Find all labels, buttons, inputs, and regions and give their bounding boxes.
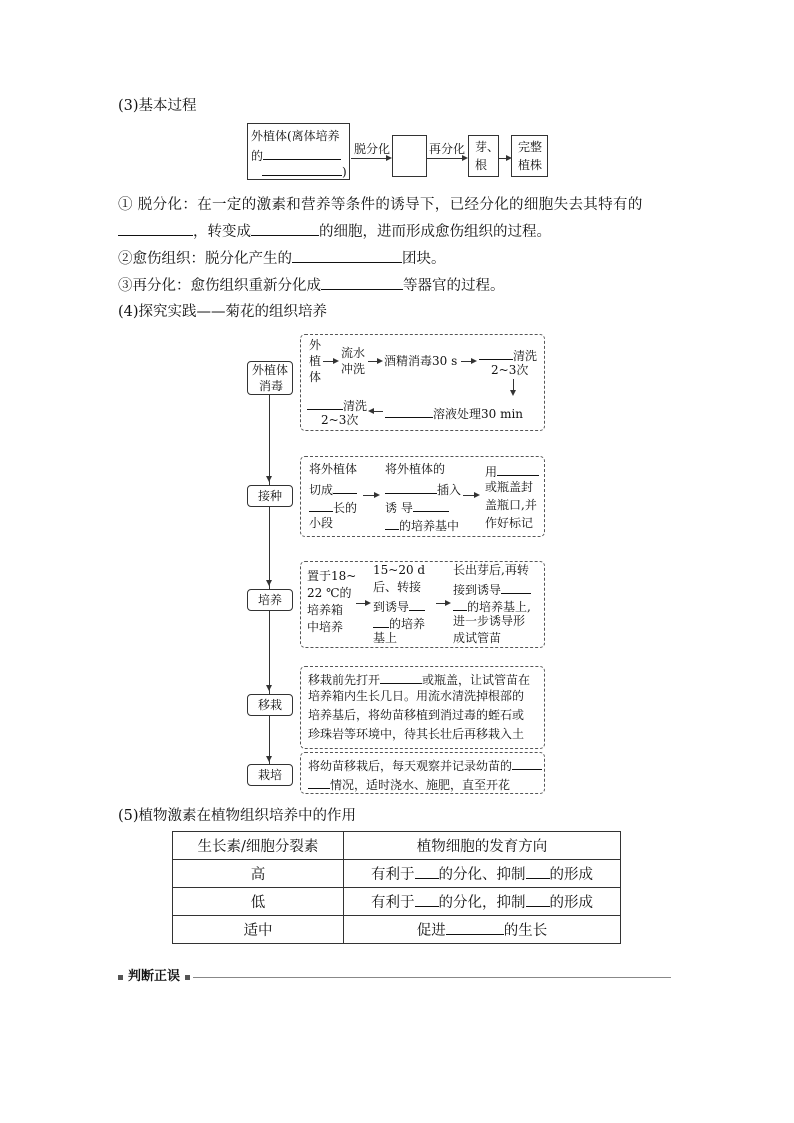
dedifferentiation-text-2: ，转变成 的细胞，进而形成愈伤组织的过程。: [118, 221, 551, 242]
step-inoculate: 接种: [247, 485, 293, 507]
callus-blank-box: [392, 135, 427, 177]
culture-detail: 置于18~ 22 ℃的 培养箱 中培养 15~20 d 后、转接 到诱导 的培养 基上 长出芽后,再转 接到诱导 的培养基上, 进一步诱导形 成试管苗: [300, 561, 545, 648]
square-bullet-icon: [118, 975, 123, 980]
table-row: 高 有利于 的分化、抑制 的形成: [173, 860, 621, 888]
redifferentiation-text: ③再分化：愈伤组织重新分化成 等器官的过程。: [118, 275, 505, 296]
bud-root-box: 芽、 根: [468, 135, 499, 177]
step-transplant: 移栽: [247, 694, 293, 716]
step-cultivate: 栽培: [247, 764, 293, 786]
table-header-row: 生长素/细胞分裂素 植物细胞的发育方向: [173, 832, 621, 860]
explant-box: 外植体(离体培养 的 ): [247, 123, 350, 180]
transplant-detail: 移栽前先打开 或瓶盖，让试管苗在 培养箱内生长几日。用流水清洗掉根部的 培养基后，将幼苗移植到消过毒的蛭石或 珍珠岩等环境中，待其长壮后再移栽入土: [300, 666, 545, 749]
inoculate-detail: 将外植体 切成 长的 小段 将外植体的 插入 诱 导 的培养基中 用 或瓶盖封 盖瓶口,并 作好标记: [300, 456, 545, 537]
arrow-label-dediff: 脱分化: [354, 142, 391, 156]
section-divider: [193, 977, 671, 978]
callus-text: ②愈伤组织：脱分化产生的 团块。: [118, 248, 446, 269]
square-bullet-icon: [185, 975, 190, 980]
step-culture: 培养: [247, 589, 293, 611]
disinfect-detail: 外 植 体 流水 冲洗 酒精消毒30 s 清洗 2~3次 溶液处理30 min 清洗 2~3次: [300, 334, 545, 431]
section-3-heading: (3)基本过程: [118, 98, 197, 114]
section-4-heading: (4)探究实践——菊花的组织培养: [118, 304, 328, 320]
judge-heading: 判断正误: [128, 969, 181, 984]
table-row: 低 有利于 的分化，抑制 的形成: [173, 888, 621, 916]
section-5-heading: (5)植物激素在植物组织培养中的作用: [118, 808, 357, 824]
hormone-table: [172, 831, 621, 944]
cultivate-detail: 将幼苗移栽后，每天观察并记录幼苗的 情况，适时浇水、施肥，直至开花: [300, 752, 545, 794]
table-row: 适中 促进 的生长: [173, 916, 621, 944]
whole-plant-box: 完整 植株: [511, 135, 548, 177]
dedifferentiation-text: ① 脱分化：在一定的激素和营养等条件的诱导下，已经分化的细胞失去其特有的: [118, 197, 643, 213]
arrow-label-rediff: 再分化: [429, 142, 466, 156]
step-disinfect: 外植体 消毒: [247, 361, 293, 395]
